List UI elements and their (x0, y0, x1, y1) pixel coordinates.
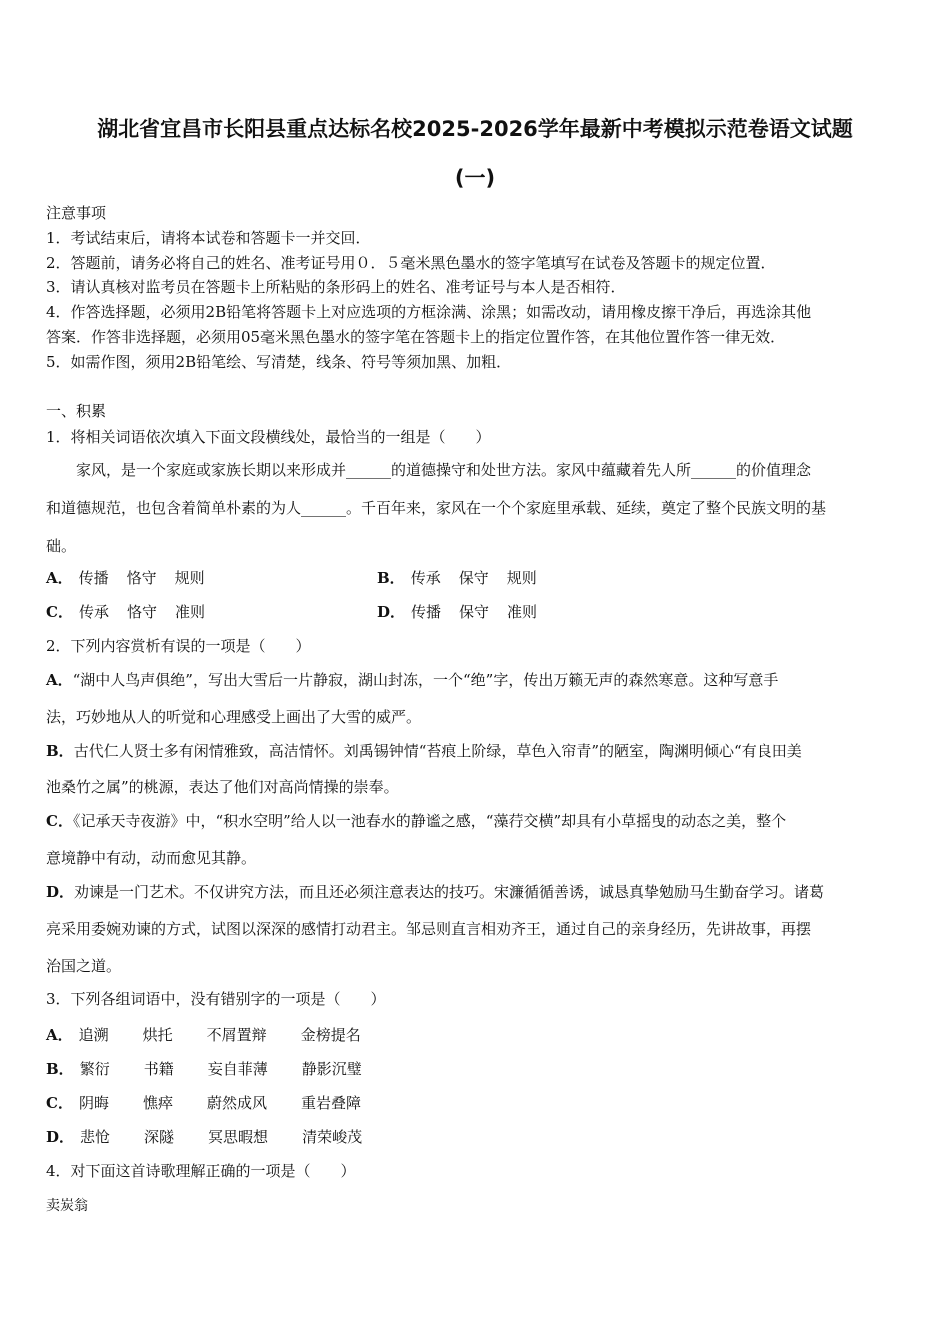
question-1-option-d (377, 601, 537, 622)
option-label: B． (377, 569, 405, 587)
notice-item: 1．考试结束后，请将本试卷和答题卡一并交回． (46, 229, 371, 247)
option-word: 准则 (174, 603, 205, 621)
question-2-option-a-cont: 法，巧妙地从人的听觉和心理感受上画出了大雪的威严。 (46, 708, 422, 726)
option-word: 保守 (459, 603, 490, 621)
question-1-option-b (377, 567, 537, 588)
option-label: C． (46, 812, 73, 830)
option-word: 烘托 (142, 1026, 173, 1044)
question-1-stem: 1．将相关词语依次填入下面文段横线处，最恰当的一组是（ ） (46, 428, 491, 446)
question-1-passage-line: 和道德规范，也包含着简单朴素的为人______。千百年来，家风在一个个家庭里承载、延续，奠定了整个民族文明的基 (46, 499, 827, 517)
option-word: 不屑置辩 (206, 1026, 267, 1044)
question-1-passage-line: 家风，是一个家庭或家族长期以来形成并______的道德操守和处世方法。家风中蕴藏着先人所______的价值理念 (46, 461, 812, 479)
notice-item: 答案．作答非选择题，必须用05毫米黑色墨水的签字笔在答题卡上的指定位置作答，在其他位置作答一律无效． (46, 328, 786, 346)
option-word: 规则 (174, 569, 205, 587)
option-text: “湖中人鸟声俱绝”，写出大雪后一片静寂，湖山封冻，一个“绝”字，传出万籁无声的森然寒意。这种写意手 (72, 671, 779, 689)
option-word: 保守 (458, 569, 489, 587)
notice-item: 3．请认真核对监考员在答题卡上所粘贴的条形码上的姓名、准考证号与本人是否相符． (46, 278, 626, 296)
option-word: 恪守 (126, 569, 157, 587)
option-word: 冥思暇想 (208, 1128, 269, 1146)
option-word: 重岩叠障 (301, 1094, 362, 1112)
exam-title-subtitle: (一) (454, 166, 496, 190)
option-word: 阴晦 (78, 1094, 109, 1112)
option-text: 《记承天寺夜游》中，“积水空明”给人以一池春水的静谧之感，“藻荇交横”却具有小草摇曳的动态之美，整个 (72, 812, 787, 830)
option-word: 繁衍 (79, 1060, 110, 1078)
option-label: A． (46, 671, 73, 689)
option-word: 准则 (507, 603, 538, 621)
option-word: 金榜提名 (300, 1026, 361, 1044)
option-label: D． (377, 603, 406, 621)
notice-item: 4．作答选择题，必须用2B铅笔将答题卡上对应选项的方框涂满、涂黑；如需改动，请用橡皮擦干净后，再选涂其他 (46, 303, 812, 321)
option-word: 憔瘁 (142, 1094, 173, 1112)
question-3-stem: 3．下列各组词语中，没有错别字的一项是（ ） (46, 990, 386, 1008)
question-4-stem: 4．对下面这首诗歌理解正确的一项是（ ） (46, 1162, 356, 1180)
option-label: B． (46, 1060, 74, 1078)
question-2-option-d (46, 881, 824, 902)
option-word: 规则 (506, 569, 537, 587)
question-1-passage-line: 础。 (46, 537, 77, 555)
section-heading: 一、积累 (46, 402, 107, 420)
option-word: 深隧 (144, 1128, 175, 1146)
option-word: 追溯 (78, 1026, 109, 1044)
question-2-option-b (46, 740, 802, 761)
option-label: B． (46, 742, 74, 760)
option-word: 传承 (410, 569, 441, 587)
question-3-option-b (46, 1058, 362, 1079)
option-word: 恪守 (126, 603, 157, 621)
option-label: C． (46, 603, 73, 621)
question-1-option-c (46, 601, 205, 622)
option-text: 古代仁人贤士多有闲情雅致，高洁情怀。刘禹锡钟情“苔痕上阶绿，草色入帘青”的陋室，陶渊明倾心“有良田美 (73, 742, 802, 760)
exam-title: 湖北省宜昌市长阳县重点达标名校2025-2026学年最新中考模拟示范卷语文试题 (97, 117, 853, 141)
option-word: 清荣峻茂 (302, 1128, 363, 1146)
question-2-option-a (46, 669, 778, 690)
option-word: 蔚然成风 (206, 1094, 267, 1112)
question-3-option-d (46, 1126, 362, 1147)
question-2-stem: 2．下列内容赏析有误的一项是（ ） (46, 637, 311, 655)
notice-heading: 注意事项 (46, 204, 107, 222)
option-label: D． (46, 883, 75, 901)
option-label: A． (46, 1026, 73, 1044)
notice-item: 2．答题前，请务必将自己的姓名、准考证号用０．５毫米黑色墨水的签字笔填写在试卷及答题卡的规定位置． (46, 254, 776, 272)
question-2-option-c-cont: 意境静中有动，动而愈见其静。 (46, 849, 257, 867)
option-text: 劝谏是一门艺术。不仅讲究方法，而且还必须注意表达的技巧。宋濂循循善诱，诚恳真挚勉励马生勤奋学习。诸葛 (74, 883, 825, 901)
option-label: C． (46, 1094, 73, 1112)
question-2-option-d-cont: 治国之道。 (46, 957, 122, 975)
option-word: 传播 (78, 569, 109, 587)
notice-item: 5．如需作图，须用2B铅笔绘、写清楚，线条、符号等须加黑、加粗． (46, 353, 512, 371)
poem-title: 卖炭翁 (46, 1198, 88, 1214)
question-3-option-a (46, 1024, 361, 1045)
option-word: 悲怆 (80, 1128, 111, 1146)
option-word: 书籍 (143, 1060, 174, 1078)
question-2-option-d-cont: 亮采用委婉劝谏的方式，试图以深深的感情打动君主。邹忌则直言相劝齐王，通过自己的亲身经历，先讲故事，再摆 (46, 920, 812, 938)
option-label: A． (46, 569, 73, 587)
option-word: 传承 (78, 603, 109, 621)
question-3-option-c (46, 1092, 361, 1113)
question-2-option-b-cont: 池桑竹之属”的桃源，表达了他们对高尚情操的崇奉。 (46, 778, 399, 796)
option-word: 妄自菲薄 (207, 1060, 268, 1078)
option-word: 静影沉璧 (301, 1060, 362, 1078)
question-2-option-c (46, 810, 786, 831)
option-word: 传播 (411, 603, 442, 621)
question-1-option-a (46, 567, 205, 588)
option-label: D． (46, 1128, 75, 1146)
